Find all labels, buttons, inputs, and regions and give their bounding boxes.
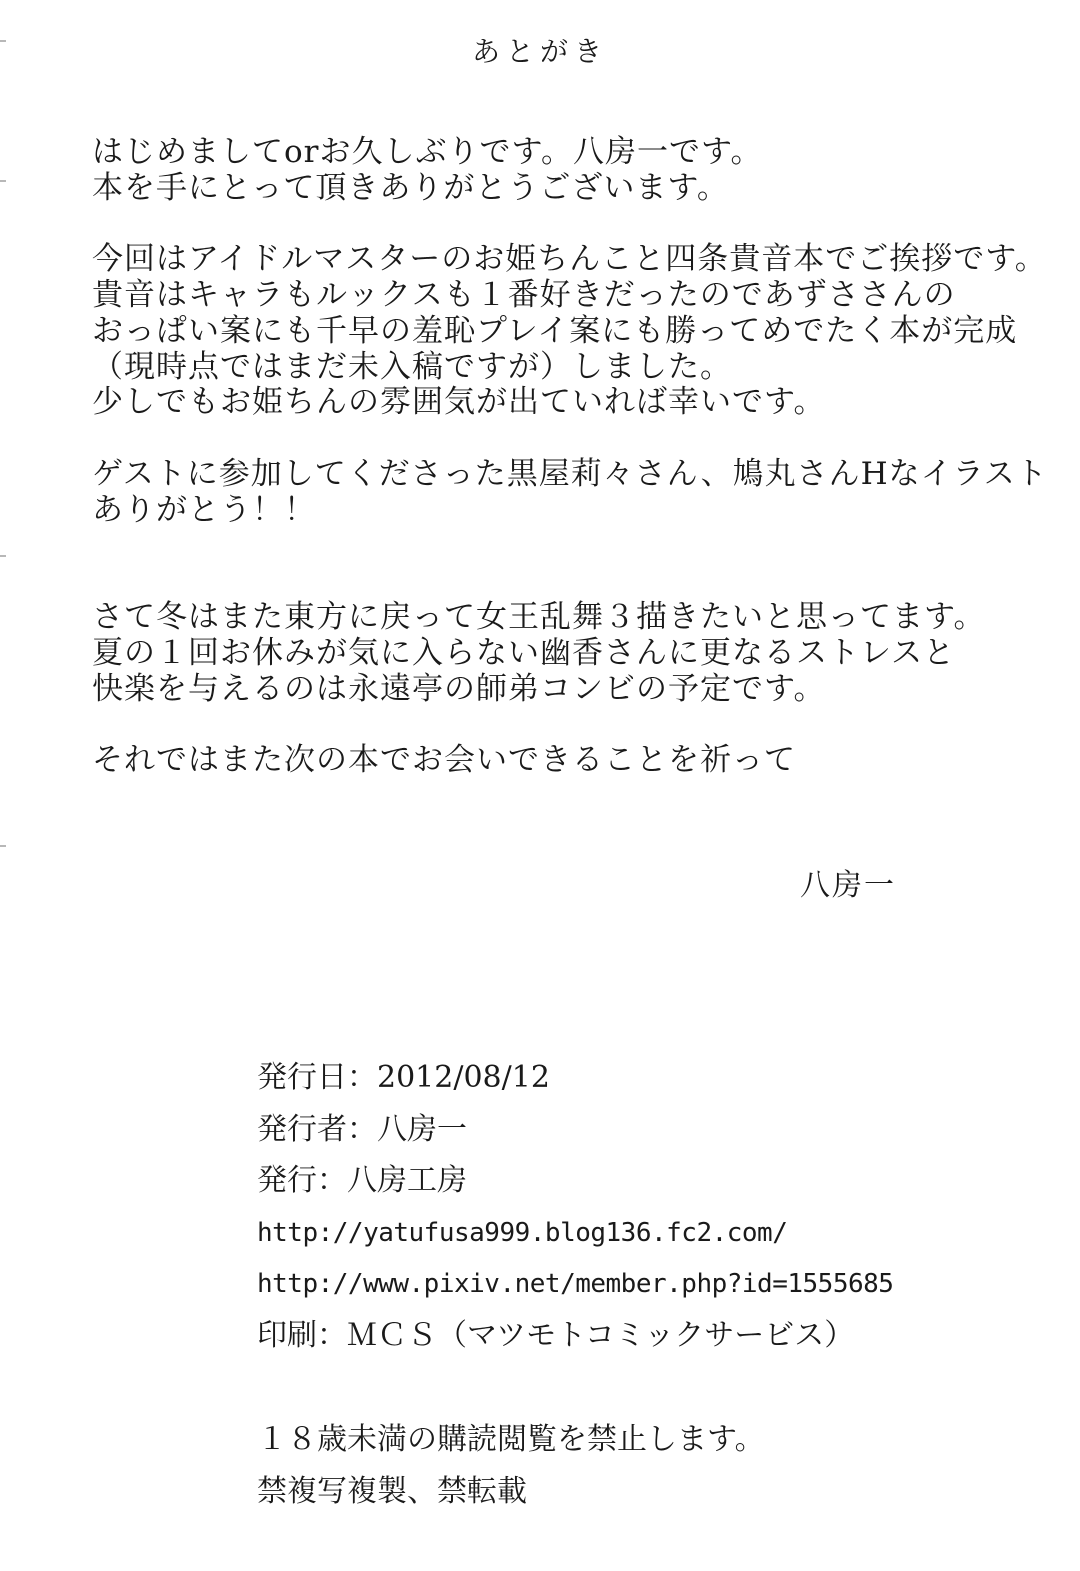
text-line: 夏の１回お休みが気に入らない幽香さんに更なるストレスと — [92, 635, 956, 672]
legal-notices — [257, 1420, 765, 1524]
text-line: さて冬はまた東方に戻って女王乱舞３描きたいと思ってます。 — [92, 599, 986, 636]
text-line: （現時点ではまだ未入稿ですが）しました。 — [92, 348, 732, 385]
text-line: 貴音はキャラもルックスも１番好きだったのであずささんの — [92, 277, 956, 314]
page-title: あとがき — [471, 35, 608, 68]
printer: 印刷：ＭＣＳ（マツモトコミックサービス） — [257, 1317, 855, 1353]
text-line: 快楽を与えるのは永遠亭の師弟コンビの予定です。 — [92, 670, 826, 707]
copy-prohibition-notice: 禁複写複製、禁転載 — [257, 1474, 527, 1509]
age-restriction-notice: １８歳未満の購読閲覧を禁止します。 — [257, 1422, 765, 1457]
circle-name: 発行：八房工房 — [257, 1163, 467, 1198]
text-line: 今回はアイドルマスターのお姫ちんこと四条貴音本でご挨拶です。 — [92, 241, 1047, 278]
text-line: ゲストに参加してくださった黒屋莉々さん、鳩丸さんHなイラスト — [92, 455, 1048, 492]
scan-edge-mark — [0, 180, 6, 182]
text-line: 本を手にとって頂きありがとうございます。 — [92, 169, 729, 206]
pixiv-url-link[interactable]: http://www.pixiv.net/member.php?id=1555685 — [257, 1269, 894, 1299]
text-line: ありがとう！！ — [92, 491, 316, 528]
paragraph-about-book — [92, 242, 1062, 421]
author-signature: 八房一 — [800, 868, 896, 903]
afterword-body — [92, 135, 1062, 779]
scan-edge-mark — [0, 555, 6, 557]
colophon — [257, 1058, 1017, 1367]
text-line: おっぱい案にも千早の羞恥プレイ案にも勝ってめでたく本が完成 — [92, 312, 1018, 349]
publisher: 発行者：八房一 — [257, 1111, 467, 1147]
publish-date: 発行日：2012/08/12 — [257, 1060, 550, 1095]
text-line: 少しでもお姫ちんの雰囲気が出ていれば幸いです。 — [92, 384, 826, 421]
paragraph-greeting — [92, 135, 1062, 206]
text-line: それではまた次の本でお会いできることを祈って — [92, 742, 796, 779]
paragraph-next-plans — [92, 600, 1062, 707]
paragraph-guest-thanks — [92, 457, 1062, 528]
scan-edge-mark — [0, 845, 6, 847]
blog-url-link[interactable]: http://yatufusa999.blog136.fc2.com/ — [257, 1217, 788, 1248]
paragraph-closing — [92, 743, 1062, 779]
text-line: はじめましてorお久しぶりです。八房一です。 — [92, 134, 763, 170]
